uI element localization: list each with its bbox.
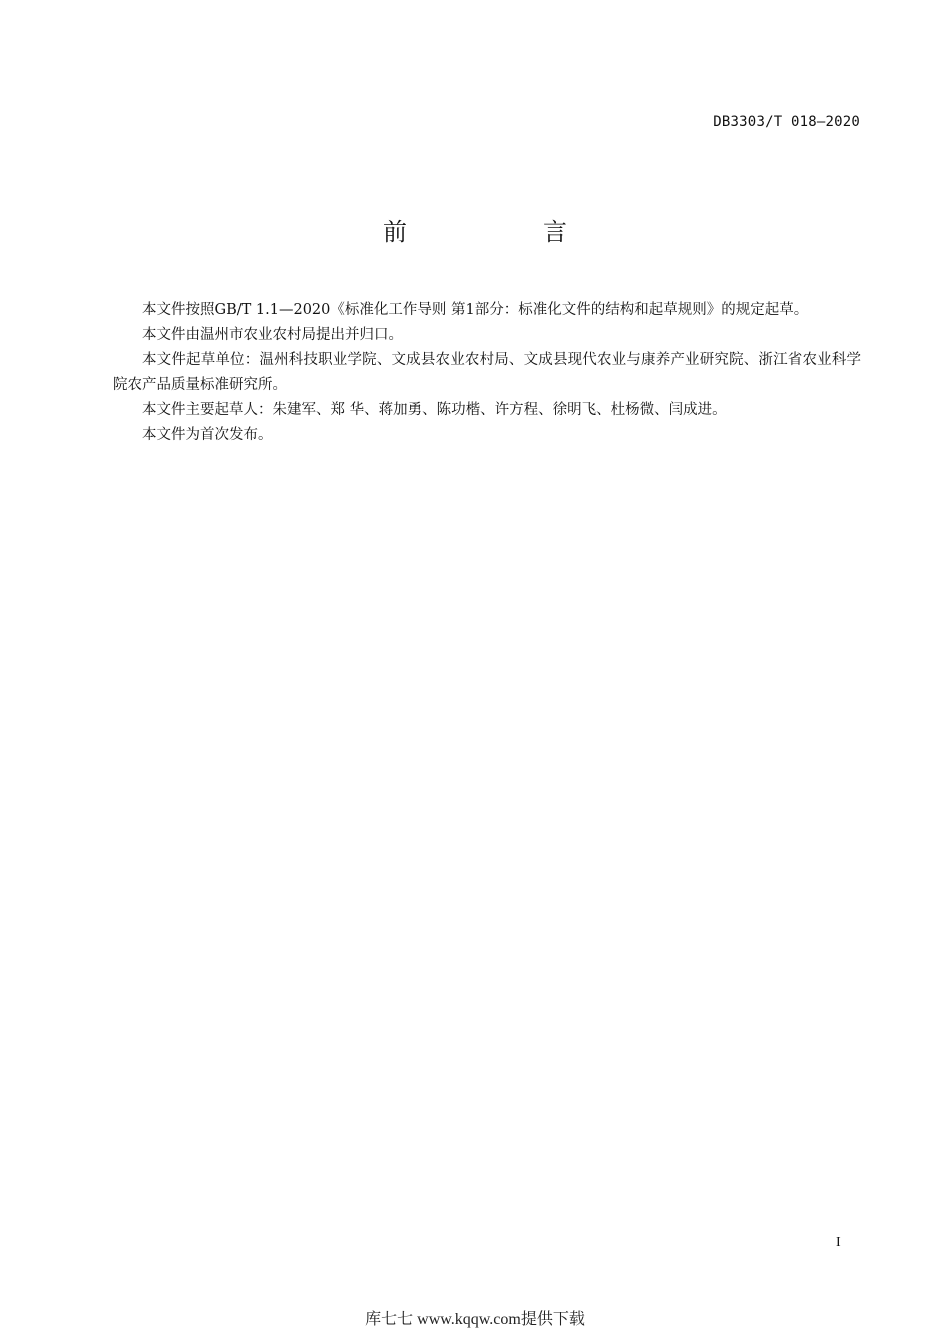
paragraph-drafters: 本文件主要起草人：朱建军、郑 华、蒋加勇、陈功楷、许方程、徐明飞、杜杨微、闫成进。 bbox=[142, 402, 727, 418]
foreword-body bbox=[113, 298, 861, 448]
document-code: DB3303/T 018—2020 bbox=[713, 114, 860, 130]
paragraph-first-release: 本文件为首次发布。 bbox=[142, 427, 273, 443]
download-source-note: 库七七 www.kqqw.com提供下载 bbox=[365, 1311, 585, 1328]
paragraph-proposer: 本文件由温州市农业农村局提出并归口。 bbox=[142, 327, 403, 343]
paragraph-drafting-rules: 本文件按照GB/T 1.1—2020《标准化工作导则 第1部分：标准化文件的结构和起草规则》的规定起草。 bbox=[142, 302, 809, 318]
paragraph-drafting-units: 本文件起草单位：温州科技职业学院、文成县农业农村局、文成县现代农业与康养产业研究院、浙江省农业科学院农产品质量标准研究所。 bbox=[113, 352, 861, 393]
page-number: I bbox=[836, 1235, 841, 1250]
page-title: 前 言 bbox=[383, 218, 623, 246]
